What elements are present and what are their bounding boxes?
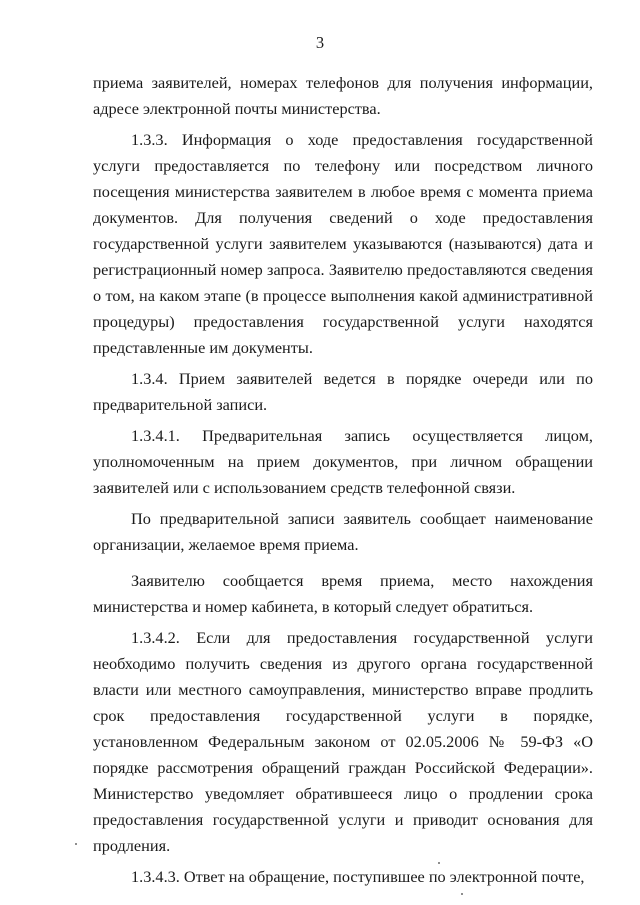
scan-speck <box>438 862 440 864</box>
paragraph-1-3-4: 1.3.4. Прием заявителей ведется в порядке очереди или по предварительной записи. <box>93 369 593 414</box>
scan-speck <box>75 843 77 845</box>
paragraph-reception-time: Заявителю сообщается время приема, место нахождения министерства и номер кабинета, в который следует обратиться. <box>93 571 593 616</box>
page-number: 3 <box>315 33 325 52</box>
paragraph-1-3-4-1: 1.3.4.1. Предварительная запись осуществляется лицом, уполномоченным на прием документов, при личном обращении заявителей или с использованием средств телефонной связи. <box>93 426 593 497</box>
paragraph-1-3-4-2: 1.3.4.2. Если для предоставления государственной услуги необходимо получить сведения из другого органа государственной власти или местного самоуправления, министерство вправе продлить срок предоставления государственной услуги в порядке, установленном Федеральным законом от 02.05.2006 № 59-ФЗ «О порядке рассмотрения обращений граждан Российской Федерации». Министерство уведомляет обратившееся лицо о продлении срока предоставления государственной услуги и приводит основания для продления. <box>93 628 593 855</box>
paragraph-1-3-4-3: 1.3.4.3. Ответ на обращение, поступившее по электронной почте, <box>131 867 585 886</box>
scan-speck <box>461 893 463 895</box>
paragraph-preliminary-record: По предварительной записи заявитель сообщает наименование организации, желаемое время приема. <box>93 509 593 554</box>
paragraph-contact-info-continuation: приема заявителей, номерах телефонов для получения информации, адресе электронной почты министерства. <box>93 73 593 118</box>
document-body <box>93 70 593 890</box>
paragraph-1-3-3: 1.3.3. Информация о ходе предоставления государственной услуги предоставляется по телефону или посредством личного посещения министерства заявителем в любое время с момента приема документов. Для получения сведений о ходе предоставления государственной услуги заявителем указываются (называются) дата и регистрационный номер запроса. Заявителю предоставляются сведения о том, на каком этапе (в процессе выполнения какой административной процедуры) предоставления государственной услуги находятся представленные им документы. <box>93 130 593 357</box>
